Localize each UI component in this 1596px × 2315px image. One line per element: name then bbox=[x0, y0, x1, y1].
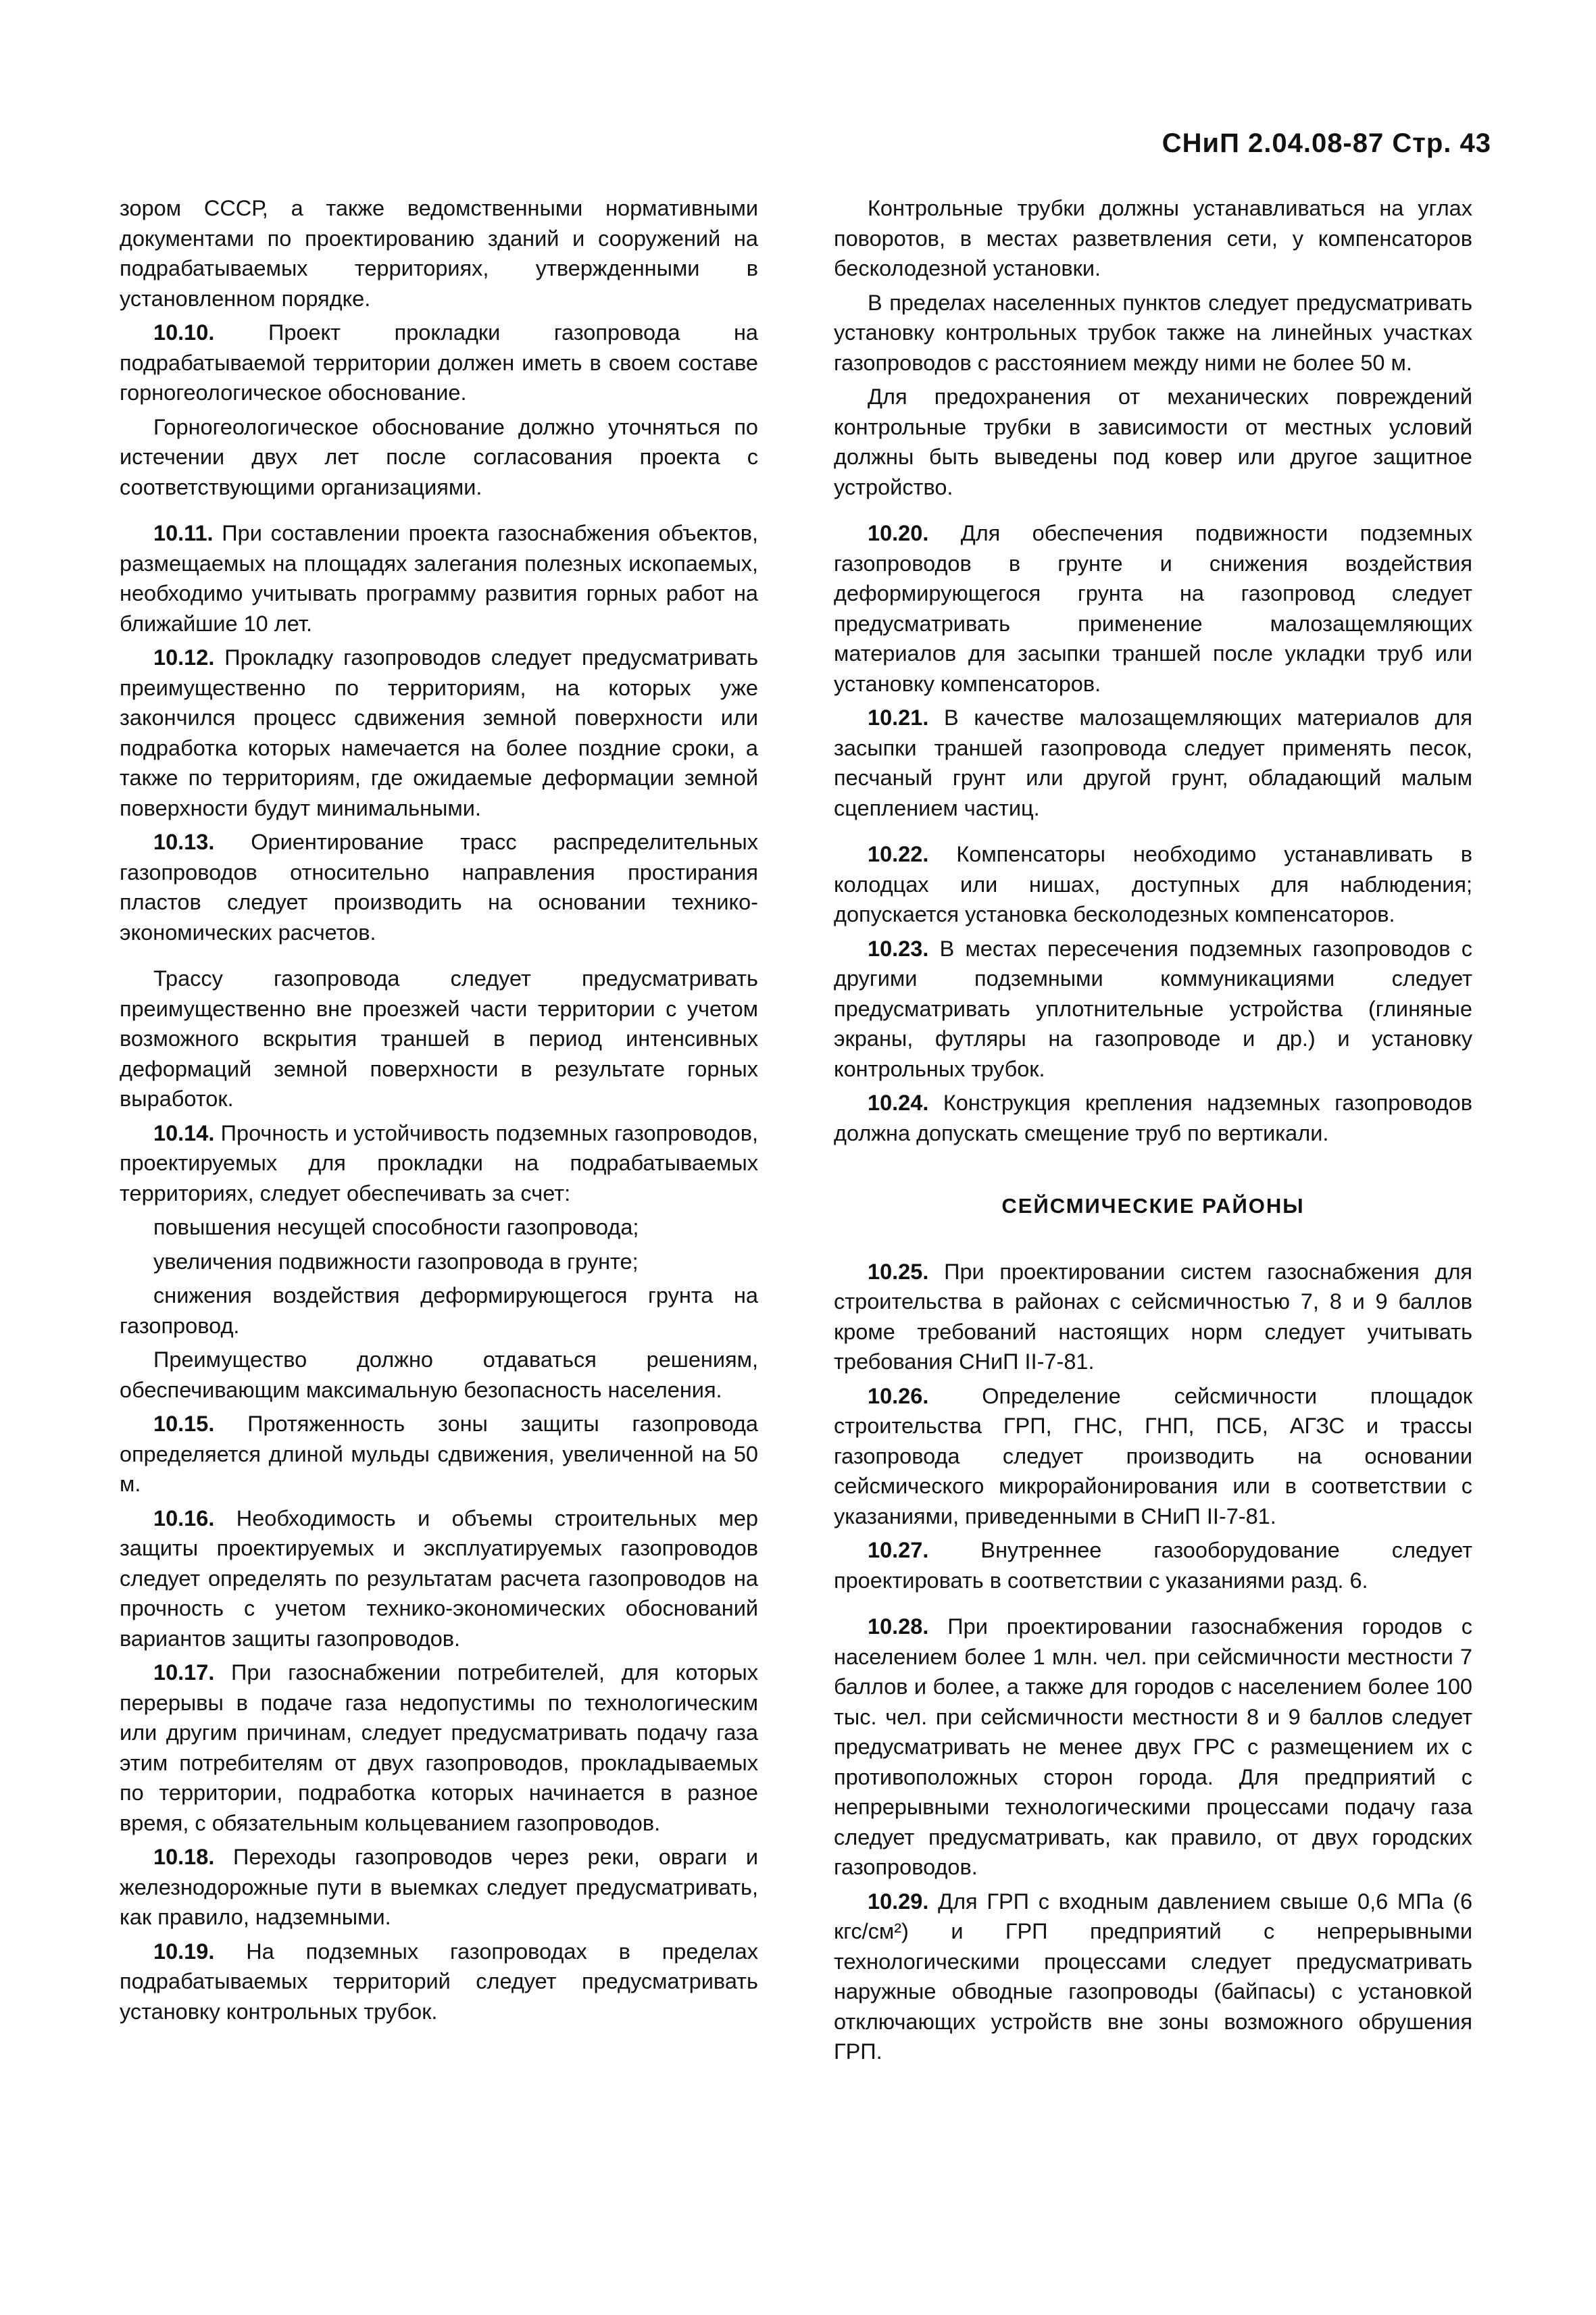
section-heading: СЕЙСМИЧЕСКИЕ РАЙОНЫ bbox=[1001, 1194, 1305, 1218]
paragraph bbox=[120, 193, 758, 314]
clause-number: 10.29. bbox=[868, 1889, 929, 1914]
paragraph-text: Прочность и устойчивость подземных газопроводов, проектируемых для прокладки на подрабатываемых территориях, следует обеспечивать за счет: bbox=[120, 1120, 758, 1205]
paragraph bbox=[834, 193, 1472, 284]
paragraph bbox=[120, 643, 758, 823]
paragraph-text: Ориентирование трасс распределительных газопроводов относительно направления простирания пластов следует производить на основании технико-экономических расчетов. bbox=[120, 830, 759, 945]
paragraph bbox=[834, 1088, 1472, 1148]
paragraph bbox=[120, 318, 758, 408]
clause-number: 10.19. bbox=[153, 1939, 215, 1964]
clause-number: 10.15. bbox=[153, 1412, 215, 1436]
paragraph-text: При проектировании газоснабжения городов с населением более 1 млн. чел. при сейсмичности местности 7 баллов и более, а также для городов с населением более 100 тыс. чел. при сейсмичности местности 8 и 9 баллов следует предусматривать не менее двух ГРС с размещением их с противоположных сторон города. Для предприятий с непрерывными технологическими процессами подачу газа следует предусматривать, как правило, от двух городских газопроводов. bbox=[834, 1614, 1472, 1879]
clause-number: 10.11. bbox=[153, 521, 214, 545]
paragraph bbox=[120, 1118, 758, 1209]
paragraph-text: Проект прокладки газопровода на подрабатываемой территории должен иметь в своем составе горногеологическое обоснование. bbox=[120, 320, 758, 405]
paragraph-text: При составлении проекта газоснабжения объектов, размещаемых на площадях залегания полезных ископаемых, необходимо учитывать программу развития горных работ на ближайшие 10 лет. bbox=[120, 521, 758, 636]
paragraph-text: При газоснабжении потребителей, для которых перерывы в подаче газа недопустимы по технологическим или другим причинам, следует предусматривать подачу газа этим потребителям от двух газопроводов, прокладываемых по территории, подработка которых начинается в разное время, с обязательным кольцеванием газопроводов. bbox=[120, 1660, 758, 1835]
paragraph bbox=[120, 827, 758, 947]
paragraph bbox=[834, 1381, 1472, 1532]
paragraph bbox=[120, 1937, 758, 2027]
paragraph-text: В пределах населенных пунктов следует предусматривать установку контрольных трубок также на линейных участках газопроводов с расстоянием между ними не более 50 м. bbox=[834, 290, 1472, 375]
left-column bbox=[120, 193, 758, 2031]
paragraph bbox=[834, 518, 1472, 699]
running-header: СНиП 2.04.08-87 Стр. 43 bbox=[1162, 128, 1491, 158]
right-column bbox=[834, 193, 1472, 2071]
clause-number: 10.25. bbox=[868, 1259, 929, 1284]
paragraph bbox=[120, 1280, 758, 1341]
paragraph bbox=[120, 1212, 758, 1243]
clause-number: 10.22. bbox=[868, 842, 929, 866]
paragraph bbox=[834, 382, 1472, 502]
paragraph bbox=[120, 412, 758, 503]
paragraph bbox=[120, 1658, 758, 1838]
paragraph-text: Прокладку газопроводов следует предусматривать преимущественно по территориям, на которых уже закончился процесс сдвижения земной поверхности или подработка которых намечается на более поздние сроки, а также по территориям, где ожидаемые деформации земной поверхности будут минимальными. bbox=[120, 645, 758, 820]
clause-number: 10.28. bbox=[868, 1614, 929, 1639]
paragraph-text: При проектировании систем газоснабжения для строительства в районах с сейсмичностью 7, 8 и 9 баллов кроме требований настоящих норм следует учитывать требования СНиП II-7-81. bbox=[834, 1259, 1473, 1374]
paragraph-text: Контрольные трубки должны устанавливаться на углах поворотов, в местах разветвления сети, у компенсаторов бесколодезной установки. bbox=[834, 196, 1472, 280]
paragraph bbox=[120, 1345, 758, 1405]
paragraph-text: В местах пересечения подземных газопроводов с другими подземными коммуникациями следует предусматривать уплотнительные устройства (глиняные экраны, футляры на газопроводе и др.) и установку контрольных трубок. bbox=[834, 936, 1472, 1081]
paragraph bbox=[834, 1887, 1472, 2067]
clause-number: 10.24. bbox=[868, 1091, 929, 1115]
paragraph bbox=[120, 964, 758, 1114]
paragraph-text: Для ГРП с входным давлением свыше 0,6 МПа (6 кгс/см²) и ГРП предприятий с непрерывными технологическими процессами следует предусматривать наружные обводные газопроводы (байпасы) с установкой отключающих устройств вне зоны возможного обрушения ГРП. bbox=[834, 1889, 1473, 2064]
paragraph-text: Преимущество должно отдаваться решениям, обеспечивающим максимальную безопасность населения. bbox=[120, 1347, 758, 1402]
paragraph-text: Для предохранения от механических повреждений контрольные трубки в зависимости от местных условий должны быть выведены под ковер или другое защитное устройство. bbox=[834, 384, 1472, 499]
paragraph bbox=[120, 1409, 758, 1499]
paragraph-text: Конструкция крепления надземных газопроводов должна допускать смещение труб по вертикали. bbox=[834, 1091, 1472, 1145]
paragraph-text: В качестве малозащемляющих материалов для засыпки траншей газопровода следует применять песок, песчаный грунт или другой грунт, обладающий малым сцеплением частиц. bbox=[834, 705, 1472, 820]
clause-number: 10.14. bbox=[153, 1120, 215, 1145]
clause-number: 10.21. bbox=[868, 705, 929, 730]
clause-number: 10.13. bbox=[153, 830, 215, 854]
paragraph-text: Внутреннее газооборудование следует проектировать в соответствии с указаниями разд. 6. bbox=[834, 1538, 1472, 1593]
clause-number: 10.20. bbox=[868, 521, 929, 545]
paragraph-text: Определение сейсмичности площадок строительства ГРП, ГНС, ГНП, ПСБ, АГЗС и трассы газопровода следует производить на основании сейсмического микрорайонирования или в соответствии с указаниями, приведенными в СНиП II-7-81. bbox=[834, 1383, 1472, 1528]
clause-number: 10.23. bbox=[868, 936, 929, 961]
paragraph bbox=[834, 703, 1472, 823]
clause-number: 10.18. bbox=[153, 1845, 215, 1869]
paragraph-text: повышения несущей способности газопровода; bbox=[153, 1215, 639, 1239]
paragraph-text: снижения воздействия деформирующегося грунта на газопровод. bbox=[120, 1283, 758, 1338]
clause-number: 10.27. bbox=[868, 1538, 929, 1562]
paragraph-text: Компенсаторы необходимо устанавливать в колодцах или нишах, доступных для наблюдения; допускается установка бесколодезных компенсаторов. bbox=[834, 842, 1472, 926]
right-column-top bbox=[834, 193, 1472, 1148]
paragraph bbox=[120, 518, 758, 639]
paragraph-text: Трассу газопровода следует предусматривать преимущественно вне проезжей части территории с учетом возможного вскрытия траншей в период интенсивных деформаций земной поверхности в результате горных выработок. bbox=[120, 966, 758, 1111]
paragraph-text: Для обеспечения подвижности подземных газопроводов в грунте и снижения воздействия деформирующегося грунта на газопровод следует предусматривать применение малозащемляющих материалов для засыпки траншей после укладки труб или установку компенсаторов. bbox=[834, 521, 1473, 696]
paragraph-text: зором СССР, а также ведомственными нормативными документами по проектированию зданий и сооружений на подрабатываемых территориях, утвержденными в установленном порядке. bbox=[120, 196, 758, 311]
paragraph-text: Протяженность зоны защиты газопровода определяется длиной мульды сдвижения, увеличенной на 50 м. bbox=[120, 1412, 759, 1496]
paragraph bbox=[834, 1535, 1472, 1595]
clause-number: 10.10. bbox=[153, 320, 215, 345]
paragraph bbox=[834, 839, 1472, 930]
clause-number: 10.12. bbox=[153, 645, 215, 670]
paragraph bbox=[834, 1257, 1472, 1377]
paragraph bbox=[120, 1842, 758, 1933]
paragraph bbox=[834, 1612, 1472, 1883]
paragraph-text: Горногеологическое обоснование должно уточняться по истечении двух лет после согласования проекта с соответствующими организациями. bbox=[120, 414, 758, 499]
paragraph bbox=[120, 1247, 758, 1277]
paragraph bbox=[834, 934, 1472, 1085]
clause-number: 10.16. bbox=[153, 1505, 215, 1530]
paragraph-text: увеличения подвижности газопровода в грунте; bbox=[153, 1249, 639, 1274]
clause-number: 10.17. bbox=[153, 1660, 215, 1685]
paragraph bbox=[120, 1503, 758, 1654]
paragraph-text: На подземных газопроводах в пределах подрабатываемых территорий следует предусматривать установку контрольных трубок. bbox=[120, 1939, 758, 2024]
clause-number: 10.26. bbox=[868, 1383, 929, 1408]
right-column-bottom bbox=[834, 1257, 1472, 2067]
paragraph-text: Переходы газопроводов через реки, овраги и железнодорожные пути в выемках следует предусматривать, как правило, надземными. bbox=[120, 1845, 759, 1929]
paragraph bbox=[834, 288, 1472, 378]
paragraph-text: Необходимость и объемы строительных мер защиты проектируемых и эксплуатируемых газопроводов следует определять по результатам расчета газопроводов на прочность с учетом технико-экономических обоснований вариантов защиты газопроводов. bbox=[120, 1505, 758, 1651]
